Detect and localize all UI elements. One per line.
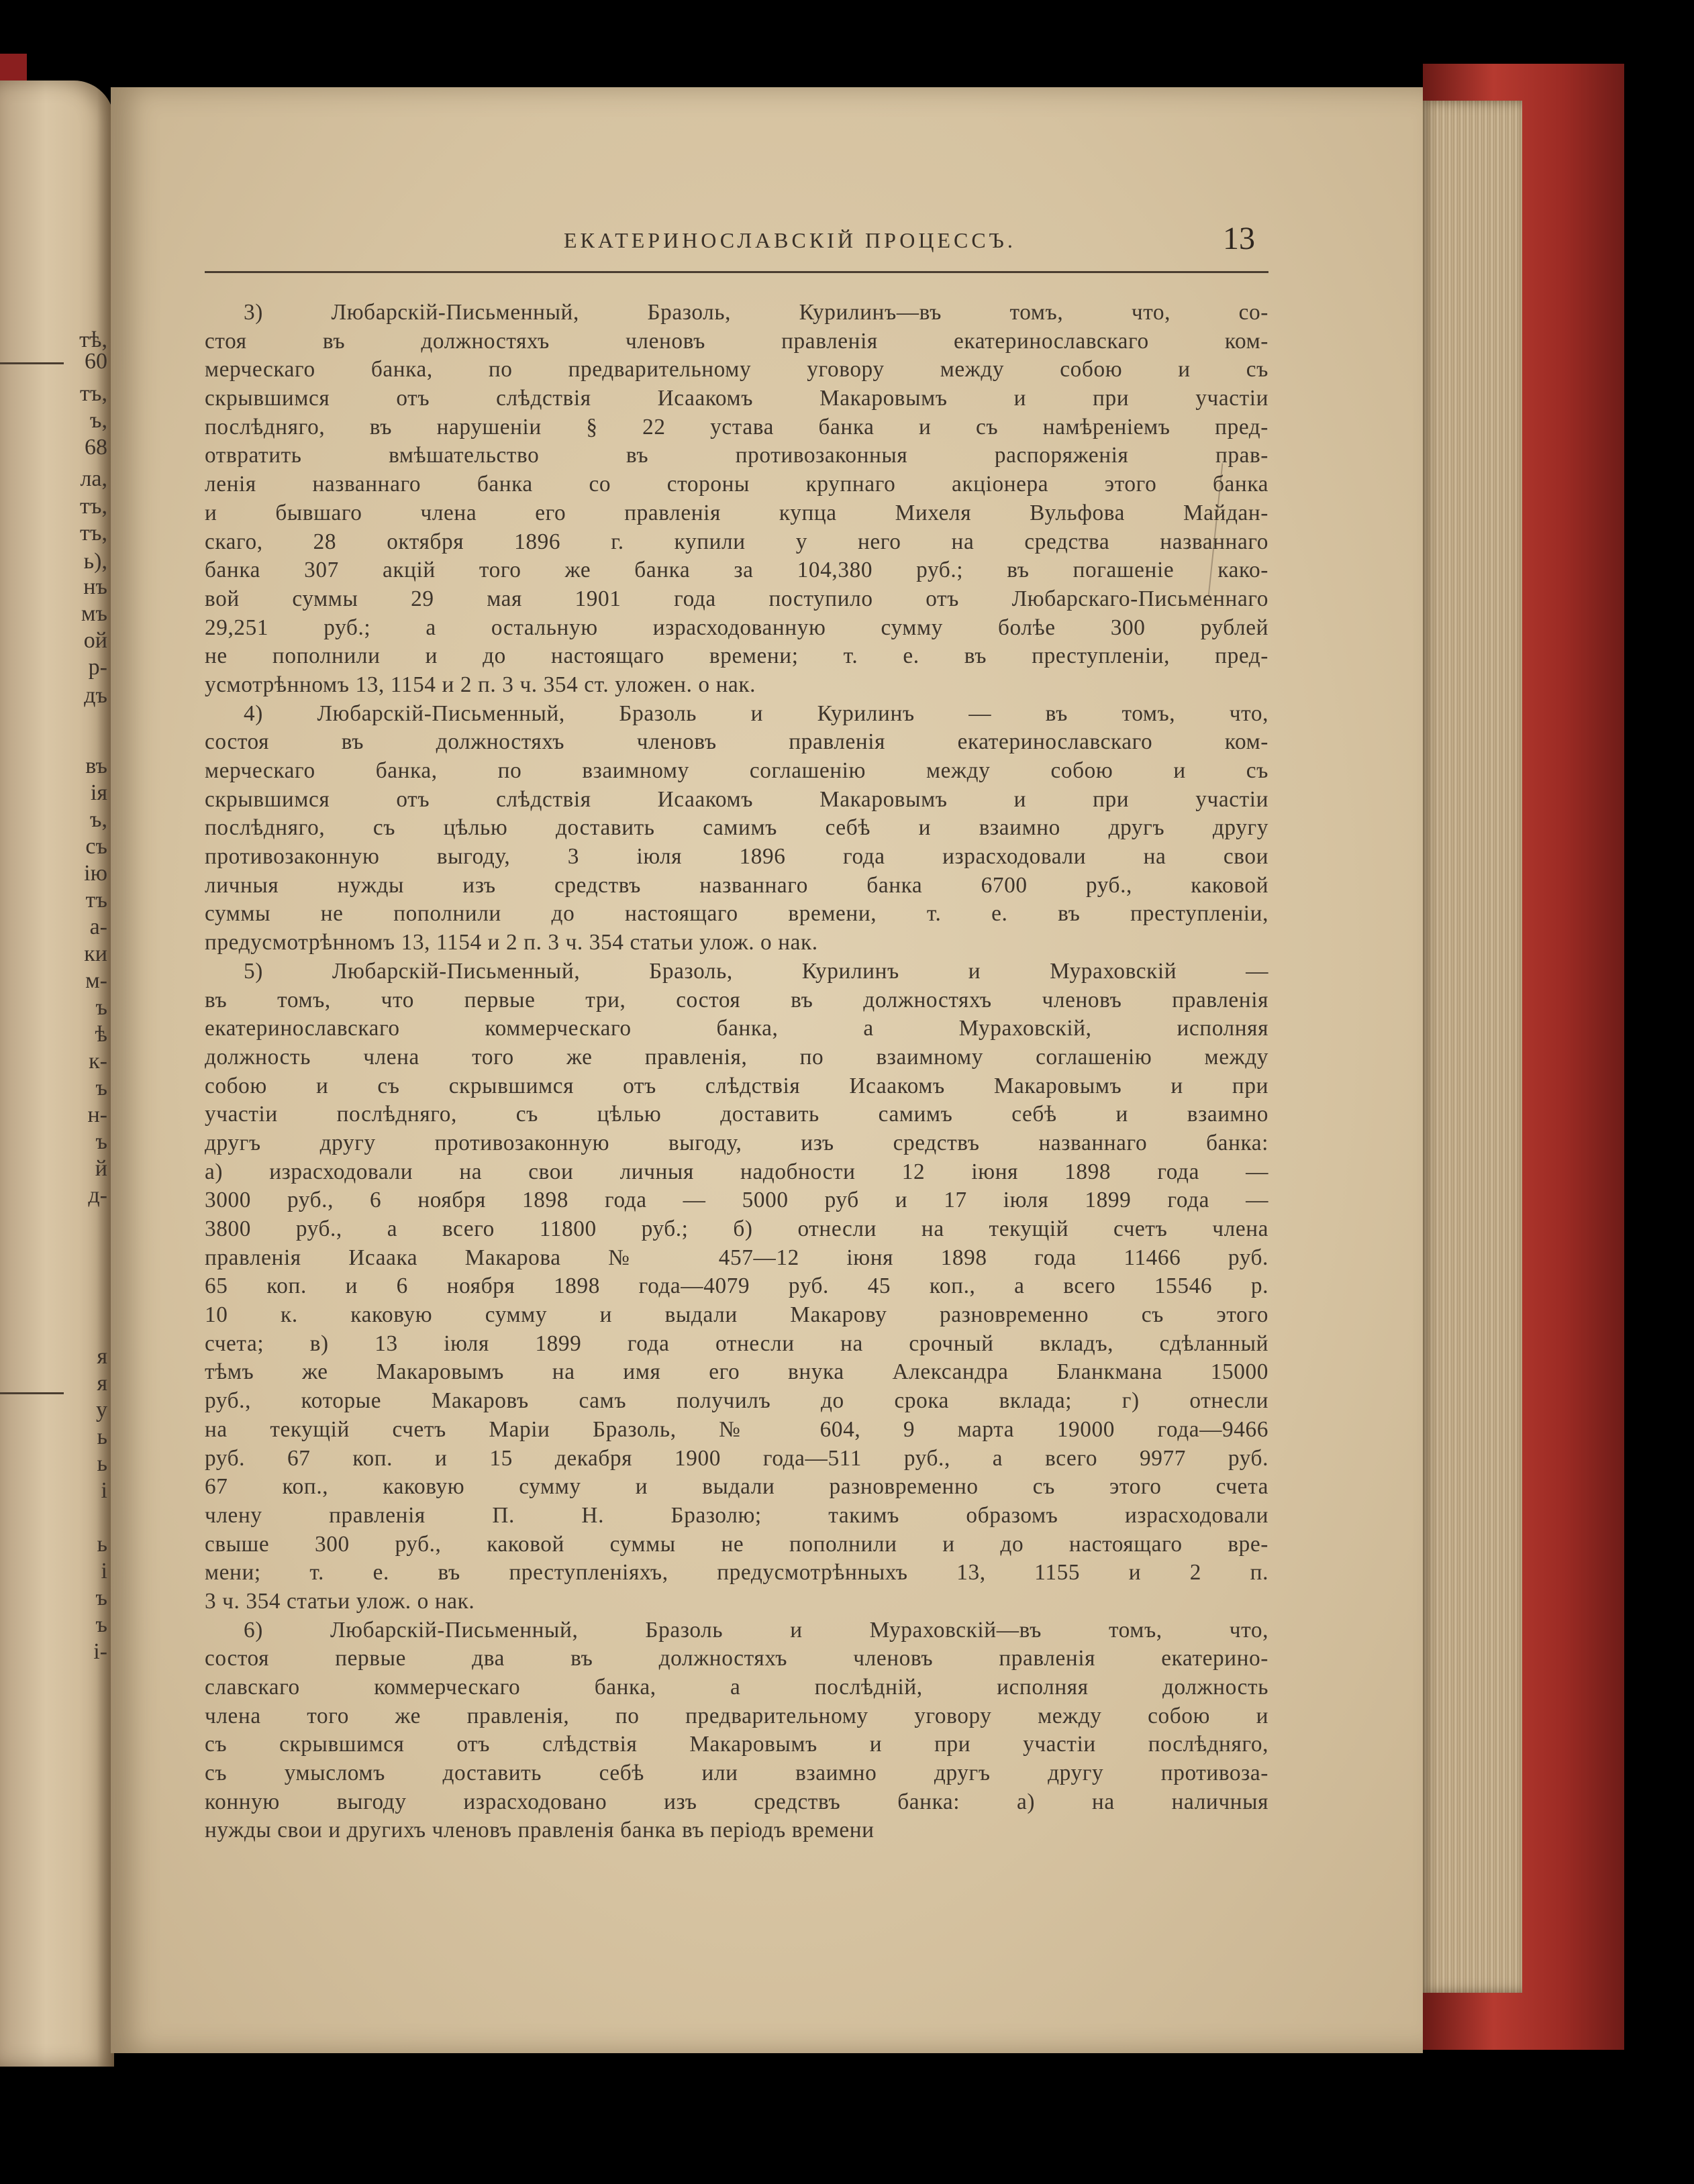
text-line: члену правленія П. Н. Бразолю; такимъ образомъ израсходовали — [205, 1502, 1268, 1528]
text-line: послѣдняго, въ нарушеніи § 22 устава банка и съ намѣреніемъ пред- — [205, 414, 1268, 439]
text-line: 6) Любарскій-Письменный, Бразоль и Мураховскій—въ томъ, что, — [244, 1617, 1268, 1643]
text-line: 3 ч. 354 статьи улож. о нак. — [205, 1588, 475, 1614]
paragraph — [205, 299, 1268, 700]
left-page-fragment-text: ію — [84, 861, 107, 886]
left-page-fragment-text: н- — [87, 1102, 107, 1127]
text-line: 29,251 руб.; а остальную израсходованную сумму болѣе 300 рублей — [205, 615, 1268, 640]
text-line: скаго, 28 октября 1896 г. купили у него на средства названнаго — [205, 529, 1268, 554]
text-line: скрывшимся отъ слѣдствія Исаакомъ Макаровымъ и при участіи — [205, 786, 1268, 812]
text-line: вой суммы 29 мая 1901 года поступило отъ Любарскаго-Письменнаго — [205, 586, 1268, 611]
left-page-fragment-text: ь — [97, 1424, 107, 1449]
left-page-rule — [0, 362, 64, 364]
text-line: собою и съ скрывшимся отъ слѣдствія Исаакомъ Макаровымъ и при — [205, 1073, 1268, 1098]
left-page-fragment-text: ъ — [95, 1612, 107, 1637]
text-line: руб. 67 коп. и 15 декабря 1900 года—511 руб., а всего 9977 руб. — [205, 1445, 1268, 1471]
left-page-fragment-text: ой — [83, 628, 107, 653]
left-page-fragment-text: мъ — [81, 601, 107, 626]
text-line: предусмотрѣнномъ 13, 1154 и 2 п. 3 ч. 354 статьи улож. о нак. — [205, 930, 818, 955]
page-edges — [1422, 101, 1522, 1993]
book-page — [111, 87, 1423, 2053]
left-page-fragment-text: к- — [89, 1049, 107, 1074]
text-line: 67 коп., каковую сумму и выдали разновременно съ этого счета — [205, 1474, 1268, 1500]
left-page-fragment-text: я — [97, 1344, 107, 1369]
paragraph — [205, 957, 1268, 1616]
text-line: 10 к. каковую сумму и выдали Макарову разновременно съ этого — [205, 1302, 1268, 1328]
text-line: не пополнили и до настоящаго времени; т. е. въ преступленіи, пред- — [205, 643, 1268, 669]
left-page-fragment-text: і- — [93, 1639, 107, 1664]
left-page-fragment-text: тъ, — [80, 494, 107, 519]
text-line: члена того же правленія, по предварительному уговору между собою и — [205, 1703, 1268, 1728]
left-page-fragment-text: ія — [90, 780, 107, 805]
text-line: 3800 руб., а всего 11800 руб.; б) отнесли на текущій счетъ члена — [205, 1216, 1268, 1241]
left-page-fragment-text: ъ, — [89, 807, 107, 832]
left-page-fragment-text: у — [96, 1398, 107, 1422]
text-line: мерческаго банка, по предварительному уговору между собою и съ — [205, 357, 1268, 382]
body-text — [205, 299, 1268, 1845]
text-line: екатеринославскаго коммерческаго банка, а Мураховскій, исполняя — [205, 1016, 1268, 1041]
left-page-fragment-text: й — [95, 1156, 107, 1181]
text-line: отвратить вмѣшательство въ противозаконныя распоряженія прав- — [205, 443, 1268, 468]
text-line: ленія названнаго банка со стороны крупнаго акціонера этого банка — [205, 472, 1268, 497]
text-line: противозаконную выгоду, 3 іюля 1896 года израсходовали на свои — [205, 844, 1268, 870]
text-line: на текущій счетъ Маріи Бразоль, № 604, 9 марта 19000 года—9466 — [205, 1416, 1268, 1442]
left-page-fragment-text: дъ — [84, 683, 107, 708]
paragraph — [205, 700, 1268, 957]
text-line: другъ другу противозаконную выгоду, изъ средствъ названнаго банка: — [205, 1130, 1268, 1155]
text-line: 3000 руб., 6 ноября 1898 года — 5000 руб и 17 іюля 1899 года — — [205, 1188, 1268, 1213]
left-page-fragment-text: 60 — [85, 349, 107, 374]
left-page-fragment-text: ки — [84, 941, 107, 966]
text-line: славскаго коммерческаго банка, а послѣдній, исполняя должность — [205, 1675, 1268, 1700]
left-page-fragment-text: тъ, — [80, 521, 107, 545]
left-page-fragment-text: ь), — [83, 549, 107, 574]
left-page-fragment-text: і — [101, 1478, 107, 1503]
page-number: 13 — [1223, 221, 1255, 256]
left-page-fragment-text: м- — [85, 968, 107, 993]
left-page-fragment-text: тъ — [85, 888, 107, 913]
left-page-fragment-text: ла, — [80, 466, 107, 491]
left-page-fragment-text: ъ — [95, 1076, 107, 1100]
text-line: съ умысломъ доставить себѣ или взаимно другъ другу противоза- — [205, 1761, 1268, 1786]
left-page-fragment-text: д- — [88, 1183, 107, 1208]
text-line: съ скрывшимся отъ слѣдствія Макаровымъ и при участіи послѣдняго, — [205, 1732, 1268, 1757]
left-page-fragment-text: р- — [88, 655, 107, 680]
text-line: личныя нужды изъ средствъ названнаго банка 6700 руб., каковой — [205, 872, 1268, 898]
text-line: 5) Любарскій-Письменный, Бразоль, Курилинъ и Мураховскій — — [244, 958, 1268, 984]
text-line: мени; т. е. въ преступленіяхъ, предусмотрѣнныхъ 13, 1155 и 2 п. — [205, 1560, 1268, 1585]
text-line: и бывшаго члена его правленія купца Михеля Вульфова Майдан- — [205, 500, 1268, 525]
text-line: 4) Любарскій-Письменный, Бразоль и Курилинъ — въ томъ, что, — [244, 700, 1268, 726]
left-page-fragment-text: ъ — [95, 995, 107, 1020]
left-page-fragment-text: ъ — [95, 1129, 107, 1154]
left-page-fragment-text: я — [97, 1371, 107, 1396]
text-line: тѣмъ же Макаровымъ на имя его внука Александра Бланкмана 15000 — [205, 1359, 1268, 1385]
left-page-fragment-text: тъ, — [80, 381, 107, 406]
text-line: въ томъ, что первые три, состоя въ должностяхъ членовъ правленія — [205, 987, 1268, 1012]
text-line: правленія Исаака Макарова № 457—12 іюня 1898 года 11466 руб. — [205, 1245, 1268, 1270]
left-page-fragment-text: въ — [85, 753, 107, 778]
text-line: скрывшимся отъ слѣдствія Исаакомъ Макаровымъ и при участіи — [205, 386, 1268, 411]
text-line: руб., которые Макаровъ самъ получилъ до срока вклада; г) отнесли — [205, 1388, 1268, 1414]
left-page-fragment-text: тѣ, — [79, 327, 107, 352]
left-page-fragment-text: ѣ — [95, 1022, 107, 1047]
text-line: мерческаго банка, по взаимному соглашенію между собою и съ — [205, 758, 1268, 783]
text-line: должность члена того же правленія, по взаимному соглашенію между — [205, 1044, 1268, 1070]
text-line: конную выгоду израсходовано изъ средствъ банка: а) на наличныя — [205, 1789, 1268, 1814]
left-page-fragment-text: нъ — [83, 574, 107, 599]
left-page-fragment-text: ь — [97, 1451, 107, 1476]
text-line: состоя первые два въ должностяхъ членовъ правленія екатерино- — [205, 1646, 1268, 1671]
text-line: свыше 300 руб., каковой суммы не пополнили и до настоящаго вре- — [205, 1531, 1268, 1557]
running-title: ЕКАТЕРИНОСЛАВСКІЙ ПРОЦЕССЪ. — [564, 228, 1016, 252]
text-line: банка 307 акцій того же банка за 104,380 руб.; въ погашеніе како- — [205, 558, 1268, 583]
paragraph — [205, 1616, 1268, 1846]
header-rule — [205, 271, 1268, 273]
text-line: 65 коп. и 6 ноября 1898 года—4079 руб. 45 коп., а всего 15546 р. — [205, 1273, 1268, 1299]
left-page-rule-2 — [0, 1392, 64, 1394]
left-page-fragment-text: ъ, — [89, 408, 107, 433]
left-page-fragment-text: 68 — [85, 435, 107, 460]
left-page-fragment-text: а- — [89, 915, 107, 939]
text-line: нужды свои и другихъ членовъ правленія банка въ періодъ времени — [205, 1818, 875, 1843]
text-line: состоя въ должностяхъ членовъ правленія екатеринославскаго ком- — [205, 729, 1268, 755]
text-line: послѣдняго, съ цѣлью доставить самимъ себѣ и взаимно другъ другу — [205, 815, 1268, 841]
left-page-fragment-text: і — [101, 1559, 107, 1583]
left-page-fragment-text: съ — [85, 834, 107, 859]
text-line: счета; в) 13 іюля 1899 года отнесли на срочный вкладъ, сдѣланный — [205, 1331, 1268, 1356]
left-page-fragment-text: ъ — [95, 1585, 107, 1610]
text-line: суммы не пополнили до настоящаго времени, т. е. въ преступленіи, — [205, 901, 1268, 927]
page-header — [205, 215, 1268, 275]
text-line: стоя въ должностяхъ членовъ правленія екатеринославскаго ком- — [205, 328, 1268, 354]
text-line: а) израсходовали на свои личныя надобности 12 іюня 1898 года — — [205, 1159, 1268, 1184]
text-line: 3) Любарскій-Письменный, Бразоль, Курилинъ—въ томъ, что, со- — [244, 300, 1268, 325]
text-line: участіи послѣдняго, съ цѣлью доставить самимъ себѣ и взаимно — [205, 1102, 1268, 1127]
text-line: усмотрѣнномъ 13, 1154 и 2 п. 3 ч. 354 ст. уложен. о нак. — [205, 672, 756, 697]
left-page-fragment — [0, 81, 114, 2067]
left-page-fragment-text: ь — [97, 1532, 107, 1557]
